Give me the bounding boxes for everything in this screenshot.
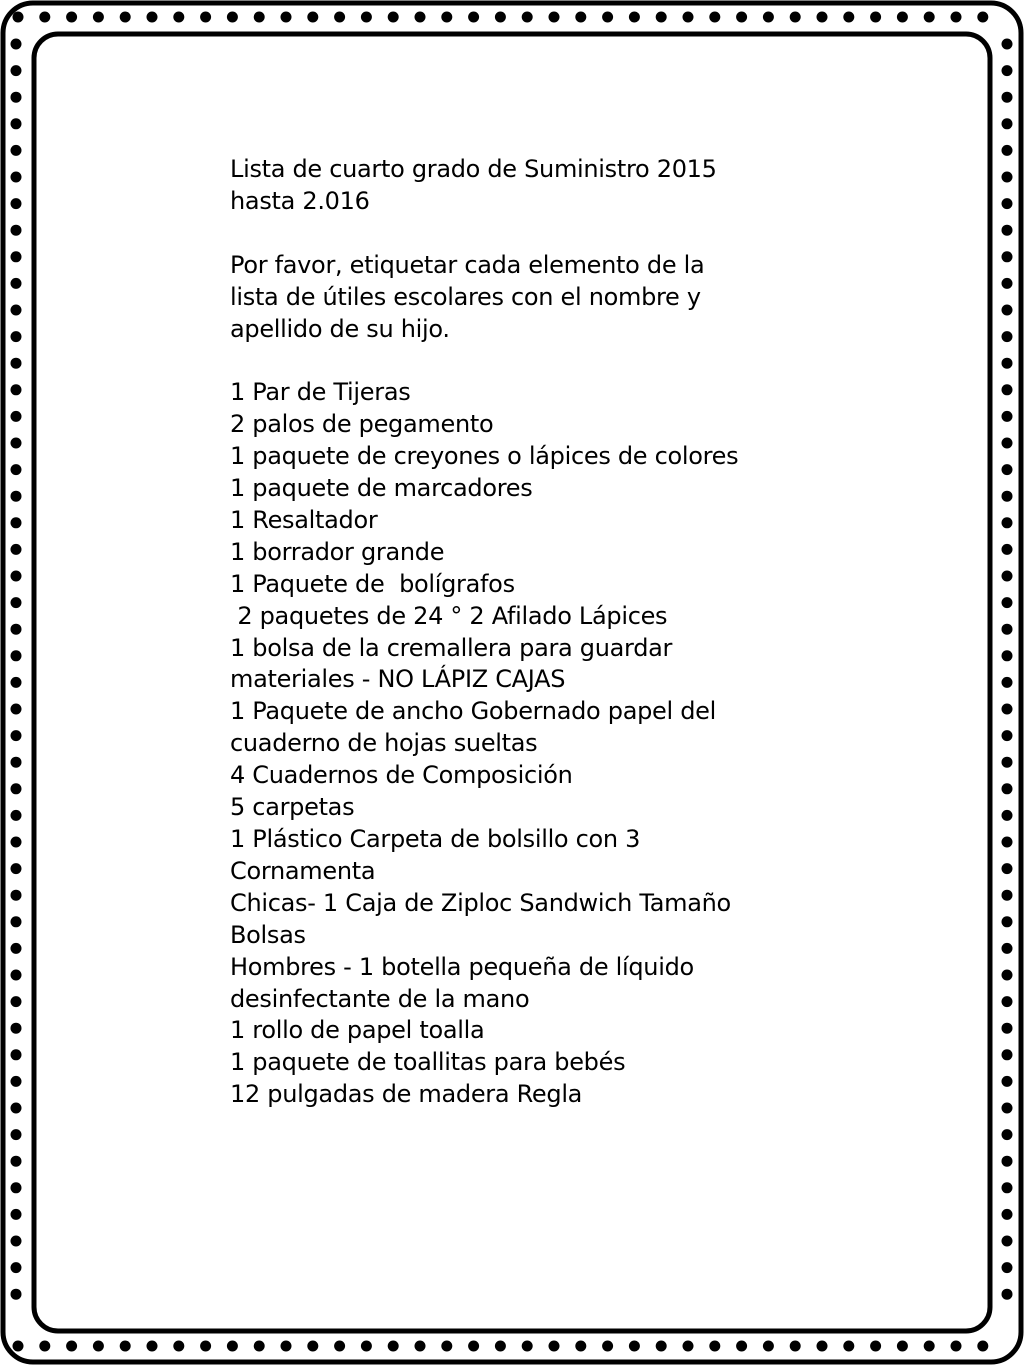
border-dot <box>1002 331 1013 342</box>
border-dot <box>1002 278 1013 289</box>
list-item: 1 bolsa de la cremallera para guardar <box>230 633 673 662</box>
border-dot <box>11 1262 22 1273</box>
border-dot <box>468 1341 479 1352</box>
list-item: desinfectante de la mano <box>230 984 530 1013</box>
border-dot <box>388 1341 399 1352</box>
border-dot <box>11 1289 22 1300</box>
border-dot <box>1002 198 1013 209</box>
list-item: 1 paquete de creyones o lápices de colores <box>230 442 739 471</box>
border-dot <box>468 12 479 23</box>
list-item: 1 paquete de marcadores <box>230 474 533 503</box>
border-dot <box>11 358 22 369</box>
border-dot <box>843 1341 854 1352</box>
instruction-line: Por favor, etiquetar cada elemento de la <box>230 250 705 279</box>
border-dot <box>736 12 747 23</box>
list-item: 5 carpetas <box>230 793 355 822</box>
border-dot <box>11 65 22 76</box>
border-dot <box>1002 464 1013 475</box>
border-dot <box>93 12 104 23</box>
border-dot <box>1002 39 1013 50</box>
border-dot <box>11 92 22 103</box>
border-dot <box>1002 384 1013 395</box>
border-dot <box>120 12 131 23</box>
border-dot <box>1002 544 1013 555</box>
border-dot <box>11 251 22 262</box>
list-item: 1 Plástico Carpeta de bolsillo con 3 <box>230 825 641 853</box>
border-dot <box>683 12 694 23</box>
border-dot <box>870 12 881 23</box>
border-dot <box>11 172 22 183</box>
border-dot <box>1002 251 1013 262</box>
border-dot <box>441 1341 452 1352</box>
border-dot <box>11 597 22 608</box>
border-dot <box>549 1341 560 1352</box>
border-dot <box>11 278 22 289</box>
border-dot <box>11 491 22 502</box>
border-dot <box>1002 1156 1013 1167</box>
list-item: 1 Par de Tijeras <box>230 378 411 407</box>
border-dot <box>11 1076 22 1087</box>
border-dot <box>709 1341 720 1352</box>
border-dot <box>977 12 988 23</box>
border-dot <box>1002 1236 1013 1247</box>
border-dot <box>120 1341 131 1352</box>
border-dot <box>307 1341 318 1352</box>
list-item: cuaderno de hojas sueltas <box>230 729 538 758</box>
border-dot <box>1002 677 1013 688</box>
border-dot <box>1002 624 1013 635</box>
border-dot <box>951 1341 962 1352</box>
border-dot <box>11 837 22 848</box>
list-item: 1 Resaltador <box>230 505 378 534</box>
instruction-paragraph <box>230 250 790 346</box>
border-dot <box>11 464 22 475</box>
border-dot <box>281 12 292 23</box>
border-dot <box>1002 517 1013 528</box>
border-dot <box>11 677 22 688</box>
border-dot <box>11 571 22 582</box>
border-dot <box>602 1341 613 1352</box>
border-dot <box>656 1341 667 1352</box>
border-dot <box>200 12 211 23</box>
border-dot <box>977 1341 988 1352</box>
border-dot <box>1002 597 1013 608</box>
instruction-line: lista de útiles escolares con el nombre y <box>230 282 701 311</box>
border-dot <box>254 1341 265 1352</box>
document-body <box>230 154 790 1111</box>
border-dot <box>1002 1209 1013 1220</box>
list-item: 1 paquete de toallitas para bebés <box>230 1048 626 1077</box>
title-line: Lista de cuarto grado de Suministro 2015 <box>230 155 717 183</box>
border-dot <box>361 1341 372 1352</box>
border-dot <box>11 810 22 821</box>
list-item: Bolsas <box>230 920 306 949</box>
border-dot <box>11 544 22 555</box>
border-dot <box>93 1341 104 1352</box>
list-item: 4 Cuadernos de Composición <box>230 761 573 790</box>
border-dot <box>11 943 22 954</box>
spacer <box>230 218 790 250</box>
list-item: 1 Paquete de ancho Gobernado papel del <box>230 697 716 726</box>
border-dot <box>11 1023 22 1034</box>
border-dot <box>11 305 22 316</box>
border-dot <box>254 12 265 23</box>
border-dot <box>11 757 22 768</box>
border-dot <box>870 1341 881 1352</box>
border-dot <box>897 1341 908 1352</box>
list-item: 2 palos de pegamento <box>230 410 494 439</box>
border-dot <box>66 1341 77 1352</box>
border-dot <box>522 1341 533 1352</box>
border-dot <box>227 12 238 23</box>
border-dot <box>227 1341 238 1352</box>
list-item: 1 borrador grande <box>230 537 445 566</box>
border-dot <box>1002 1023 1013 1034</box>
border-dot <box>173 1341 184 1352</box>
border-dot <box>1002 491 1013 502</box>
border-dot <box>495 1341 506 1352</box>
border-dot <box>147 1341 158 1352</box>
border-dot <box>1002 305 1013 316</box>
border-dot <box>1002 65 1013 76</box>
border-dot <box>11 1209 22 1220</box>
border-dot <box>1002 225 1013 236</box>
border-dot <box>11 1156 22 1167</box>
border-dot <box>11 704 22 715</box>
list-item: 2 paquetes de 24 ° 2 Afilado Lápices <box>230 601 668 630</box>
border-dot <box>415 1341 426 1352</box>
border-dot <box>66 12 77 23</box>
border-dot <box>11 145 22 156</box>
border-dot <box>11 916 22 927</box>
border-dot <box>709 12 720 23</box>
border-dot <box>1002 571 1013 582</box>
border-dot <box>1002 1076 1013 1087</box>
document-title <box>230 154 790 218</box>
border-dot <box>39 1341 50 1352</box>
border-dot <box>817 1341 828 1352</box>
border-dot <box>441 12 452 23</box>
instruction-line: apellido de su hijo. <box>230 314 450 343</box>
border-dot <box>495 12 506 23</box>
border-dot <box>549 12 560 23</box>
border-dot <box>281 1341 292 1352</box>
border-dot <box>11 118 22 129</box>
border-dot <box>602 12 613 23</box>
border-dot <box>1002 358 1013 369</box>
border-dot <box>11 730 22 741</box>
list-item: Chicas- 1 Caja de Ziploc Sandwich Tamaño <box>230 888 731 917</box>
border-dot <box>1002 757 1013 768</box>
border-dot <box>147 12 158 23</box>
supply-list <box>230 377 790 1111</box>
border-dot <box>11 650 22 661</box>
border-dot <box>11 1182 22 1193</box>
border-dot <box>11 863 22 874</box>
border-dot <box>1002 704 1013 715</box>
border-dot <box>11 411 22 422</box>
border-dot <box>1002 890 1013 901</box>
border-dot <box>11 384 22 395</box>
border-dot <box>11 1049 22 1060</box>
list-item: Hombres - 1 botella pequeña de líquido <box>230 952 694 981</box>
list-item: materiales - NO LÁPIZ CAJAS <box>230 665 566 694</box>
border-dot <box>1002 1182 1013 1193</box>
border-dot <box>1002 996 1013 1007</box>
border-dot <box>13 12 24 23</box>
border-dot <box>307 12 318 23</box>
border-dot <box>1002 916 1013 927</box>
border-dot <box>11 1129 22 1140</box>
border-dot <box>1002 118 1013 129</box>
border-dot <box>951 12 962 23</box>
border-dot <box>388 12 399 23</box>
border-dot <box>200 1341 211 1352</box>
list-item: 1 Paquete de bolígrafos <box>230 569 515 598</box>
border-dot <box>361 12 372 23</box>
border-dot <box>1002 837 1013 848</box>
border-dot <box>1002 172 1013 183</box>
title-line: hasta 2.016 <box>230 186 370 215</box>
border-dot <box>1002 863 1013 874</box>
list-item: Cornamenta <box>230 856 376 885</box>
border-dot <box>763 12 774 23</box>
border-dot <box>11 438 22 449</box>
border-dot <box>415 12 426 23</box>
border-dot <box>1002 1103 1013 1114</box>
border-dot <box>1002 1289 1013 1300</box>
border-dot <box>334 1341 345 1352</box>
border-dot <box>11 1103 22 1114</box>
border-dot <box>1002 411 1013 422</box>
border-dot <box>11 198 22 209</box>
border-dot <box>1002 1129 1013 1140</box>
border-dot <box>11 517 22 528</box>
spacer <box>230 345 790 377</box>
border-dot <box>683 1341 694 1352</box>
border-dot <box>575 12 586 23</box>
border-dot <box>790 12 801 23</box>
border-dot <box>1002 1262 1013 1273</box>
border-dot <box>1002 783 1013 794</box>
border-dot <box>39 12 50 23</box>
border-dot <box>656 12 667 23</box>
border-dot <box>173 12 184 23</box>
border-dot <box>736 1341 747 1352</box>
border-dot <box>11 624 22 635</box>
border-dot <box>629 1341 640 1352</box>
border-dot <box>924 12 935 23</box>
border-dot <box>1002 730 1013 741</box>
border-dot <box>575 1341 586 1352</box>
border-dot <box>11 970 22 981</box>
border-dot <box>1002 145 1013 156</box>
border-dot <box>522 12 533 23</box>
border-dot <box>1002 650 1013 661</box>
border-dot <box>1002 970 1013 981</box>
border-dot <box>897 12 908 23</box>
list-item: 1 rollo de papel toalla <box>230 1016 485 1045</box>
border-dot <box>843 12 854 23</box>
border-dot <box>924 1341 935 1352</box>
border-dot <box>1002 438 1013 449</box>
border-dot <box>629 12 640 23</box>
border-dot <box>13 1341 24 1352</box>
border-dot <box>11 996 22 1007</box>
border-dot <box>1002 810 1013 821</box>
border-dot <box>790 1341 801 1352</box>
border-dot <box>817 12 828 23</box>
border-dot <box>334 12 345 23</box>
border-dot <box>763 1341 774 1352</box>
border-dot <box>11 1236 22 1247</box>
border-dot <box>11 331 22 342</box>
border-dot <box>1002 943 1013 954</box>
border-dot <box>11 890 22 901</box>
border-dot <box>1002 1049 1013 1060</box>
list-item: 12 pulgadas de madera Regla <box>230 1080 583 1109</box>
border-dot <box>11 783 22 794</box>
border-dot <box>11 39 22 50</box>
border-dot <box>11 225 22 236</box>
border-dot <box>1002 92 1013 103</box>
